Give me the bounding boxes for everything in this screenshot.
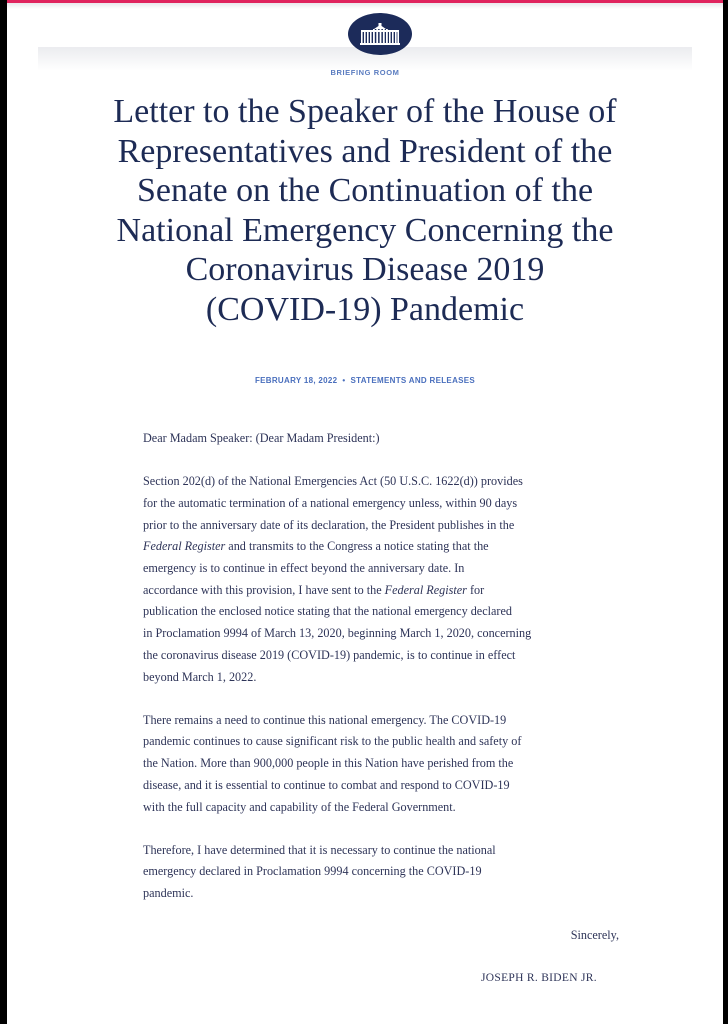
paragraph-text: accordance with this provision, I have sent to the [143,582,385,597]
title-line: Senate on the Continuation of the [136,172,594,209]
paragraph-text: for [466,582,485,597]
title-line: Coronavirus Disease 2019 [185,251,545,288]
title-line: National Emergency Concerning the [116,211,614,249]
white-house-building-icon [358,21,402,47]
paragraph-line: the coronavirus disease 2019 (COVID-19) pandemic, is to continue in effect [143,647,516,662]
signature: JOSEPH R. BIDEN JR. [481,972,597,984]
title-line: (COVID-19) Pandemic [205,290,525,328]
header-shadow [7,3,723,9]
paragraph-2 [143,710,633,819]
paragraph-line: for the automatic termination of a national emergency unless, within 90 days [143,495,518,510]
paragraph-line: pandemic continues to cause significant risk to the public health and safety of [143,734,522,749]
meta-separator: • [342,376,346,385]
paragraph-1 [143,471,633,688]
federal-register-italic: Federal Register [143,539,226,554]
paragraph-3 [143,840,633,905]
page [7,0,723,1024]
paragraph-line: publication the enclosed notice stating that the national emergency declared [143,604,512,619]
paragraph-text: and transmits to the Congress a notice stating that the [225,539,489,554]
paragraph-line [143,536,633,558]
article-meta [7,376,723,385]
salutation: Dear Madam Speaker: (Dear Madam President:) [143,431,380,445]
closing: Sincerely, [570,928,619,942]
publish-date: FEBRUARY 18, 2022 [254,376,338,385]
paragraph-line: There remains a need to continue this national emergency. The COVID-19 [143,712,507,727]
paragraph-line: pandemic. [143,886,194,901]
federal-register-italic: Federal Register [384,582,467,597]
category-link[interactable]: STATEMENTS AND RELEASES [350,376,476,385]
paragraph-line: emergency declared in Proclamation 9994 concerning the COVID-19 [143,864,482,879]
paragraph-line: prior to the anniversary date of its declaration, the President publishes in the [143,517,515,532]
article-title [47,92,683,329]
paragraph-line: Section 202(d) of the National Emergencies Act (50 U.S.C. 1622(d)) provides [143,474,523,489]
paragraph-line: disease, and it is essential to continue to combat and respond to COVID-19 [143,777,510,792]
paragraph-line: Therefore, I have determined that it is necessary to continue the national [143,842,496,857]
paragraph-line [143,580,633,602]
white-house-seal-icon[interactable] [348,13,412,55]
paragraph-line: the Nation. More than 900,000 people in this Nation have perished from the [143,756,514,771]
paragraph-line: with the full capacity and capability of the Federal Government. [143,799,456,814]
paragraph-line: emergency is to continue in effect beyond the anniversary date. In [143,561,465,576]
title-line: Letter to the Speaker of the House of [113,93,617,130]
title-line: Representatives and President of the [117,132,613,170]
paragraph-line: beyond March 1, 2022. [143,669,257,684]
section-label-briefing-room[interactable]: BRIEFING ROOM [330,68,400,77]
letter-body [143,428,633,926]
paragraph-line: in Proclamation 9994 of March 13, 2020, beginning March 1, 2020, concerning [143,626,532,641]
